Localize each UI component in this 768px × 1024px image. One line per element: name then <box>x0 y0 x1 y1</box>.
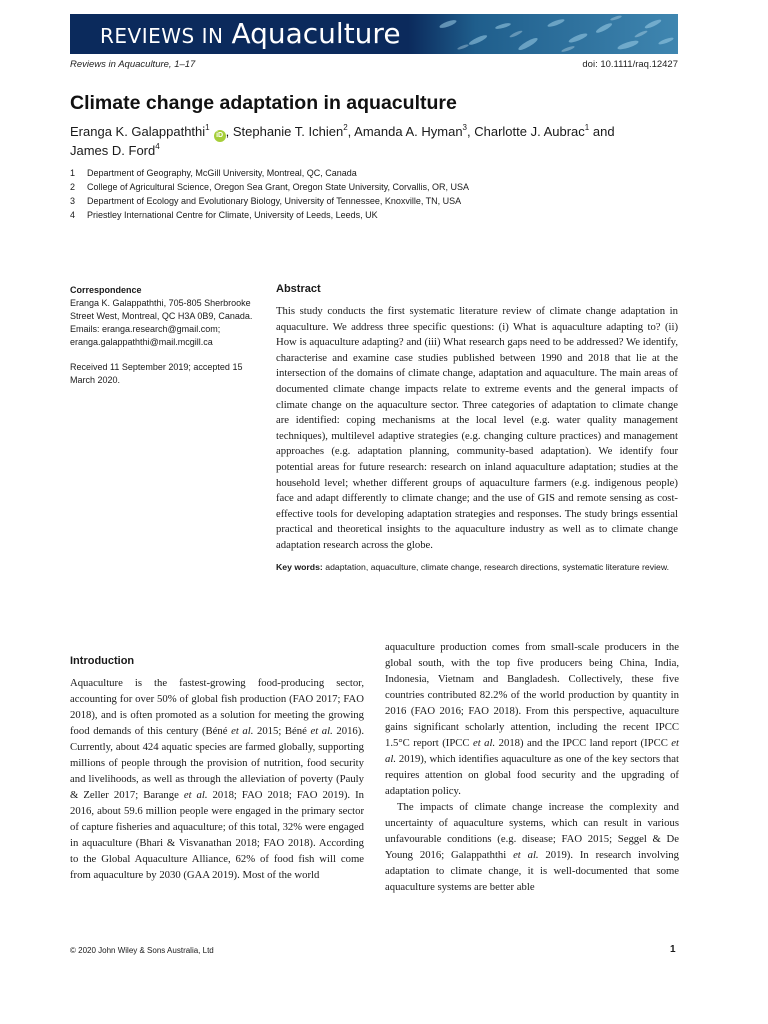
orcid-icon[interactable]: iD <box>214 130 226 142</box>
received-dates: Received 11 September 2019; accepted 15 March 2020. <box>70 362 243 385</box>
affiliation-text: Department of Geography, McGill University, Montreal, QC, Canada <box>87 168 357 178</box>
text-run: 2018; FAO 2018; FAO 2019). In 2016, about 59.6 million people were engaged in the primary sector of capture fisheries and aquaculture; of this total, 32% were engaged in aquaculture (Bhari & Visvanathan 2018; FAO 2018). According to the Global Aquaculture Alliance, 62% of food fish will come from aquaculture by 2030 (GAA 2019). Most of the world <box>70 789 364 881</box>
text-run: 2019), which identifies aquaculture as one of the key sectors that requires attention on global food security and the upgrading of adaptation policy. <box>385 753 679 797</box>
text-run: aquaculture production comes from small-scale producers in the global south, with the top five producers being China, India, Indonesia, Vietnam and Bangladesh. Collectively, these five countries contributed 82.2% of the world production by quantity in 2016 (FAO 2016; FAO 2018). From this perspective, aquaculture gains significant scholarly attention, including the recent IPCC 1.5°C report (IPCC <box>385 641 679 749</box>
affiliation-row <box>70 194 670 208</box>
doi-link[interactable]: doi: 10.1111/raq.12427 <box>582 59 678 70</box>
abstract-section <box>276 283 678 574</box>
abstract-heading: Abstract <box>276 283 321 295</box>
copyright-notice: © 2020 John Wiley & Sons Australia, Ltd <box>70 946 214 955</box>
author-name: Eranga K. Galappaththi <box>70 124 206 139</box>
text-run: Aquaculture is the fastest-growing food-producing sector, accounting for over 50% of global fish production (FAO 2017; FAO 2018), and is often promoted as a solution for meeting the growing food demands of this century (Béné <box>70 677 364 737</box>
affiliation-number: 4 <box>70 210 76 220</box>
affiliation-number: 2 <box>70 182 76 192</box>
intro-paragraph-2 <box>385 639 679 799</box>
paper-title: Climate change adaptation in aquaculture <box>70 92 457 114</box>
keywords-text: adaptation, aquaculture, climate change, research directions, systematic literature review. <box>325 561 670 572</box>
affiliation-marker: 3 <box>462 123 467 132</box>
affiliation-text: College of Agricultural Science, Oregon Sea Grant, Oregon State University, Corvallis, OR, USA <box>87 182 469 192</box>
author-name: James D. Ford <box>70 143 156 158</box>
affiliation-row <box>70 180 670 194</box>
text-run: 2018) and the IPCC land report (IPCC <box>495 737 672 749</box>
body-column-left <box>70 655 364 883</box>
intro-paragraph-1 <box>70 675 364 883</box>
affiliation-marker: 2 <box>343 123 348 132</box>
text-run: 2019). In research involving adaptation to climate change, it is well-documented that some aquaculture systems are better able <box>385 849 679 893</box>
citation-etal: et al. <box>310 725 333 737</box>
journal-name-prefix: REVIEWS IN <box>100 24 224 48</box>
affiliation-number: 3 <box>70 196 76 206</box>
body-column-right <box>385 639 679 895</box>
author-name: Charlotte J. Aubrac <box>474 124 585 139</box>
author-list: Eranga K. Galappaththi$^1$iD , Stephanie T. Ichien$^2$, Amanda A. Hyman$^3$, Charlotte J. Aubrac$^1$ and James D. Ford$^4$ <box>70 123 615 158</box>
keywords-label: Key words: <box>276 561 323 572</box>
text-run: 2016). Currently, about 424 aquatic species are farmed globally, supporting millions of people through the provision of nutrition, food security and livelihoods, as well as through the alleviation of poverty (Pauly & Zeller 2017; Barange <box>70 725 364 801</box>
journal-citation: Reviews in Aquaculture, 1–17 <box>70 59 196 70</box>
affiliation-row <box>70 166 670 180</box>
journal-name-main: Aquaculture <box>231 17 401 50</box>
keywords <box>276 560 678 574</box>
affiliation-marker: 1 <box>584 123 590 132</box>
correspondence-address: Eranga K. Galappaththi, 705-805 Sherbrooke Street West, Montreal, QC H3A 0B9, Canada. Emails: eranga.research@gmail.com; eranga.galappaththi@mail.mcgill.ca <box>70 298 253 347</box>
affiliation-text: Priestley International Centre for Climate, University of Leeds, Leeds, UK <box>87 210 378 220</box>
author-name: Stephanie T. Ichien <box>232 124 344 139</box>
page-number: 1 <box>670 944 676 955</box>
citation-etal: et al. <box>513 849 539 861</box>
intro-paragraph-3 <box>385 799 679 895</box>
citation-etal: et al. <box>385 737 680 765</box>
correspondence-heading: Correspondence <box>70 285 142 295</box>
running-header <box>70 59 678 70</box>
citation-etal: et al. <box>473 737 496 749</box>
citation-etal: et al. <box>231 725 254 737</box>
affiliation-marker: 1 <box>205 123 210 132</box>
affiliation-marker: 4 <box>155 142 160 151</box>
text-run: The impacts of climate change increase the complexity and uncertainty of aquaculture systems, which can result in various unfavourable conditions (e.g. disease; FAO 2015; Seggel & De Young 2016; Galappaththi <box>385 801 679 861</box>
article-info-sidebar <box>70 284 260 387</box>
affiliation-list <box>70 166 670 222</box>
fish-pattern-image <box>408 14 678 54</box>
journal-name <box>100 16 401 52</box>
journal-banner <box>70 14 678 54</box>
abstract-text: This study conducts the first systematic literature review of climate change adaptation in aquaculture. We address three specific questions: (i) What is aquaculture adapting to? (ii) How is aquaculture adapting? and (iii) What research gaps need to be addressed? We identify, characterise and examine case studies published between 1990 and 2018 that lie at the intersection of the domains of climate change, adaptation and aquaculture. The main areas of documented climate change impacts relate to extreme events and the general impacts of climate change on the aquaculture sector. Three categories of adaptation to climate change are identified: coping mechanisms at the local level (e.g. water quality management techniques), multilevel adaptive strategies (e.g. changing culture practices) and management approaches (e.g. adaptation planning, community-based adaptation). We identify four potential areas for future research: research on inland aquaculture adaptation; studies at the household level; whether different groups of aquaculture farmers (e.g. indigenous people) face and adapt differently to climate change; and the use of GIS and remote sensing as cost-effective tools for developing adaptation strategies and responses. The study brings essential practical and theoretical insights to the aquaculture industry as well as to climate change adaptation research across the globe. <box>276 305 678 551</box>
text-run: 2015; Béné <box>253 725 311 737</box>
affiliation-number: 1 <box>70 168 76 178</box>
introduction-heading: Introduction <box>70 655 135 667</box>
affiliation-text: Department of Ecology and Evolutionary Biology, University of Tennessee, Knoxville, TN, USA <box>87 196 462 206</box>
citation-etal: et al. <box>183 789 208 801</box>
author-name: Amanda A. Hyman <box>354 124 463 139</box>
affiliation-row <box>70 208 670 222</box>
